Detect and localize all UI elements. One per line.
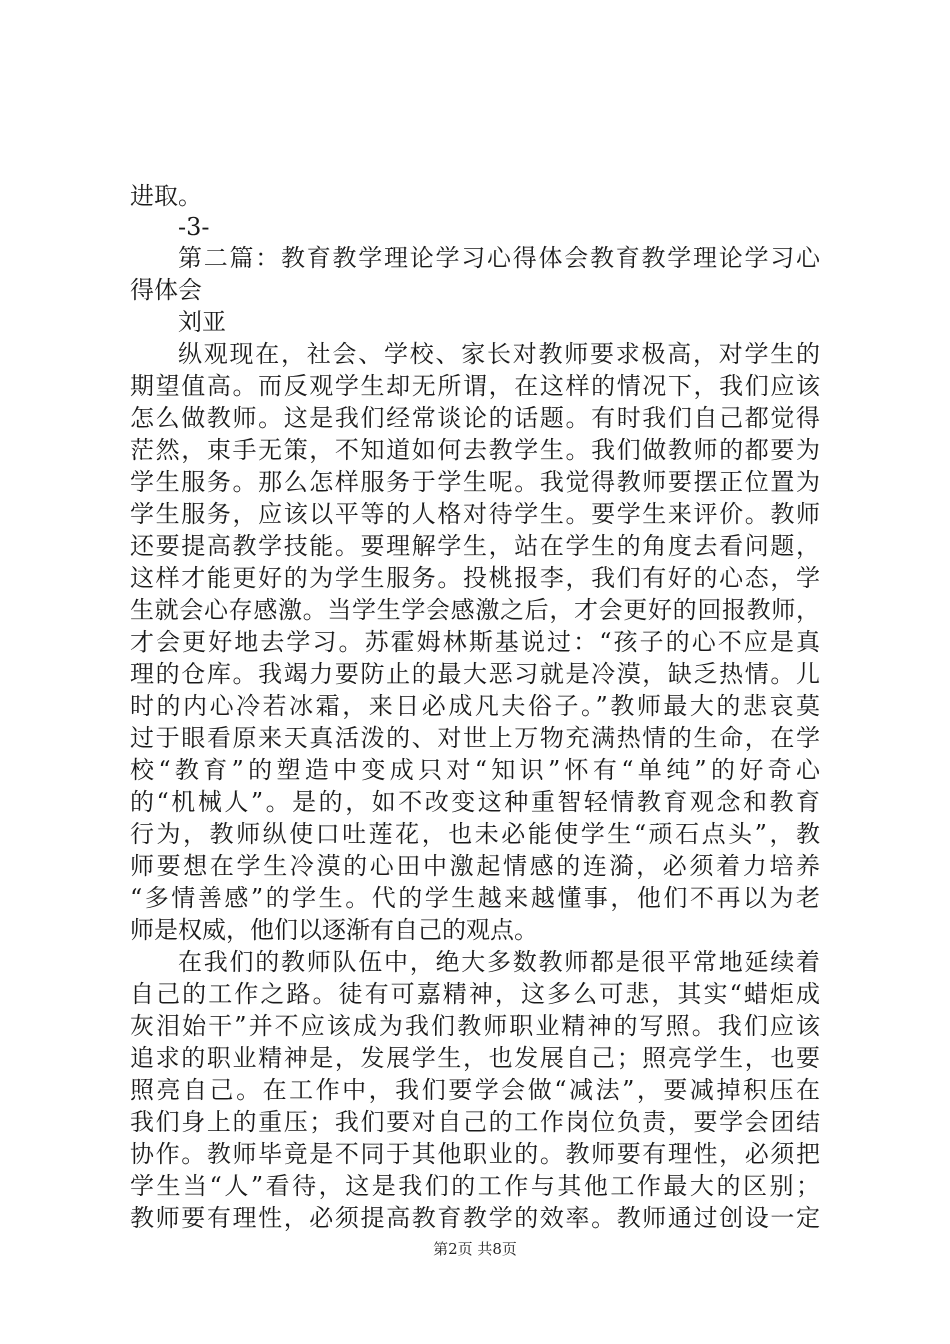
- body-line: 的“机械人”。是的，如不改变这种重智轻情教育观念和教育: [130, 788, 823, 816]
- body-line: 协作。教师毕竟是不同于其他职业的。教师要有理性，必须把: [130, 1140, 822, 1168]
- paragraph-tail: 进取。: [130, 182, 202, 210]
- body-line: 我们身上的重压；我们要对自己的工作岗位负责，要学会团结: [130, 1108, 822, 1136]
- body-line: 灰泪始干”并不应该成为我们教师职业精神的写照。我们应该: [130, 1012, 823, 1040]
- body-line: 时的内心冷若冰霜，来日必成凡夫俗子。”教师最大的悲哀莫: [130, 692, 823, 720]
- body-line: 生就会心存感激。当学生学会感激之后，才会更好的回报教师，: [130, 596, 821, 624]
- article-heading: 第二篇：教育教学理论学习心得体会教育教学理论学习心: [178, 244, 822, 272]
- body-line: 过于眼看原来天真活泼的、对世上万物充满热情的生命，在学: [130, 724, 822, 752]
- page-footer: 第2页 共8页: [433, 1240, 517, 1258]
- body-line: 怎么做教师。这是我们经常谈论的话题。有时我们自己都觉得: [130, 404, 822, 432]
- body-line: 还要提高教学技能。要理解学生，站在学生的角度去看问题，: [130, 532, 822, 560]
- author-name: 刘亚: [178, 308, 226, 336]
- body-line: 自己的工作之路。徒有可嘉精神，这多么可悲，其实“蜡炬成: [130, 980, 823, 1008]
- article-heading: 得体会: [130, 276, 202, 304]
- body-line: 在我们的教师队伍中，绝大多数教师都是很平常地延续着: [178, 948, 822, 976]
- body-line: 才会更好地去学习。苏霍姆林斯基说过：“孩子的心不应是真: [130, 628, 823, 656]
- body-line: 师是权威，他们以逐渐有自己的观点。: [130, 916, 538, 944]
- body-line: “多情善感”的学生。代的学生越来越懂事，他们不再以为老: [130, 884, 823, 912]
- body-line: 这样才能更好的为学生服务。投桃报李，我们有好的心态，学: [130, 564, 822, 592]
- body-line: 学生当“人”看待，这是我们的工作与其他工作最大的区别；: [130, 1172, 823, 1200]
- body-line: 行为，教师纵使口吐莲花，也未必能使学生“顽石点头”，教: [130, 820, 823, 848]
- body-line: 追求的职业精神是，发展学生，也发展自己；照亮学生，也要: [130, 1044, 822, 1072]
- body-line: 期望值高。而反观学生却无所谓，在这样的情况下，我们应该: [130, 372, 822, 400]
- body-line: 纵观现在，社会、学校、家长对教师要求极高，对学生的: [178, 340, 822, 368]
- body-line: 学生服务。那么怎样服务于学生呢。我觉得教师要摆正位置为: [130, 468, 822, 496]
- body-line: 理的仓库。我竭力要防止的最大恶习就是冷漠，缺乏热情。儿: [130, 660, 822, 688]
- body-line: 学生服务，应该以平等的人格对待学生。要学生来评价。教师: [130, 500, 822, 528]
- body-line: 校“教育”的塑造中变成只对“知识”怀有“单纯”的好奇心: [130, 756, 825, 784]
- body-line: 茫然，束手无策，不知道如何去教学生。我们做教师的都要为: [130, 436, 822, 464]
- body-line: 师要想在学生冷漠的心田中激起情感的连漪，必须着力培养: [130, 852, 823, 880]
- page-marker: -3-: [178, 213, 210, 241]
- body-line: 照亮自己。在工作中，我们要学会做“减法”，要减掉积压在: [130, 1076, 823, 1104]
- body-line: 教师要有理性，必须提高教育教学的效率。教师通过创设一定: [130, 1204, 822, 1232]
